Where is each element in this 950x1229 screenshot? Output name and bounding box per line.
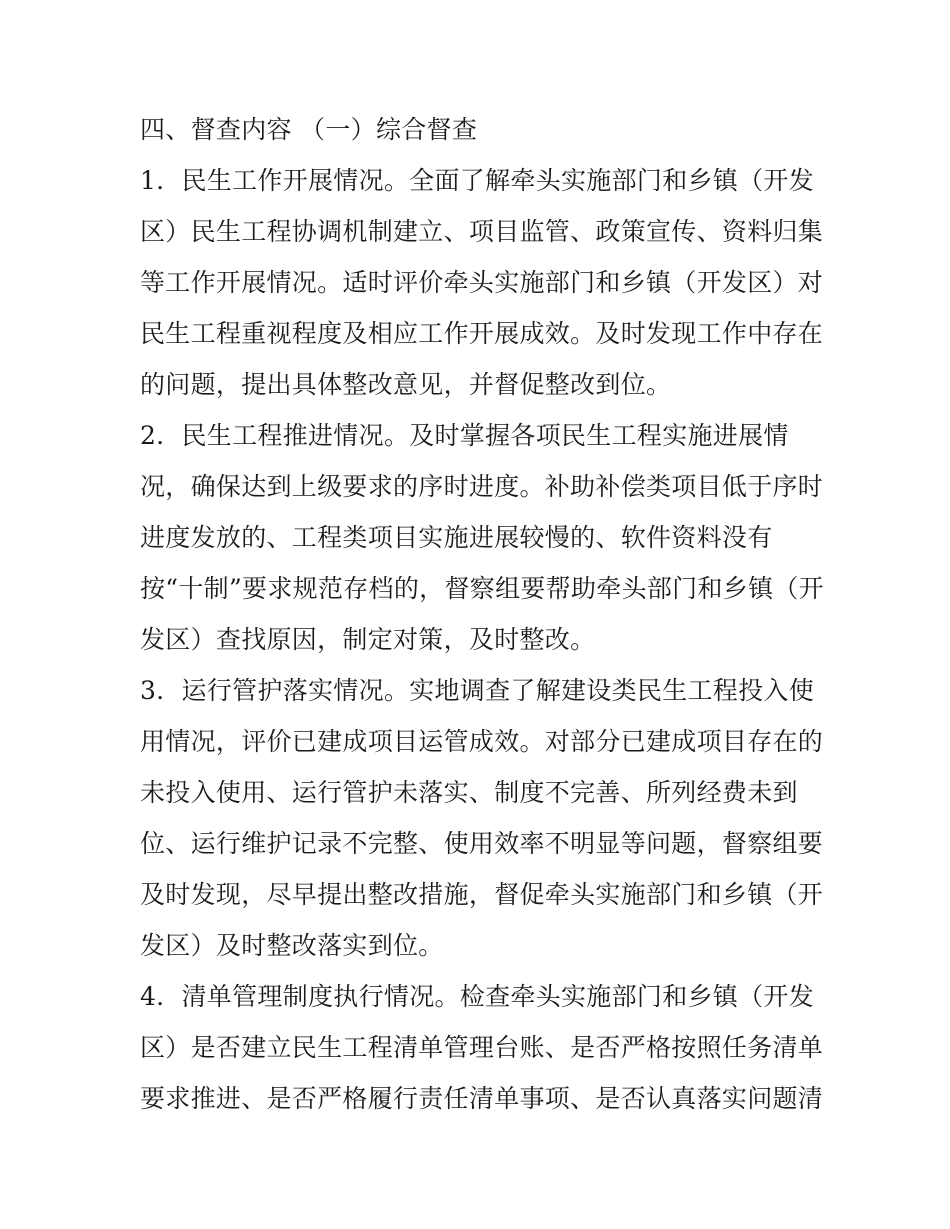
text-line: 2．民生工程推进情况。及时掌握各项民生工程实施进展情	[140, 421, 789, 450]
text-line: 区）民生工程协调机制建立、项目监管、政策宣传、资料归集	[140, 217, 824, 246]
text-line: 及时发现，尽早提出整改措施，督促牵头实施部门和乡镇（开	[140, 880, 824, 909]
text-line: 3．运行管护落实情况。实地调查了解建设类民生工程投入使	[140, 676, 815, 705]
text-line: 发区）及时整改落实到位。	[140, 931, 444, 960]
section-heading: 四、督查内容 （一）综合督查	[140, 115, 478, 144]
text-line: 发区）查找原因，制定对策，及时整改。	[140, 625, 596, 654]
text-line: 位、运行维护记录不完整、使用效率不明显等问题，督察组要	[140, 829, 824, 858]
text-line: 1．民生工作开展情况。全面了解牵头实施部门和乡镇（开发	[140, 166, 815, 195]
text-line: 进度发放的、工程类项目实施进展较慢的、软件资料没有	[140, 523, 773, 552]
text-line: 按“十制”要求规范存档的，督察组要帮助牵头部门和乡镇（开	[140, 574, 824, 603]
text-line: 民生工程重视程度及相应工作开展成效。及时发现工作中存在	[140, 319, 824, 348]
text-line: 要求推进、是否严格履行责任清单事项、是否认真落实问题清	[140, 1084, 824, 1113]
text-line: 的问题，提出具体整改意见，并督促整改到位。	[140, 370, 672, 399]
text-line: 等工作开展情况。适时评价牵头实施部门和乡镇（开发区）对	[140, 268, 824, 297]
text-line: 4．清单管理制度执行情况。检查牵头实施部门和乡镇（开发	[140, 982, 815, 1011]
text-line: 况，确保达到上级要求的序时进度。补助补偿类项目低于序时	[140, 472, 824, 501]
text-line: 用情况，评价已建成项目运管成效。对部分已建成项目存在的	[140, 727, 824, 756]
document-body	[140, 104, 824, 1124]
text-line: 区）是否建立民生工程清单管理台账、是否严格按照任务清单	[140, 1033, 824, 1062]
text-line: 未投入使用、运行管护未落实、制度不完善、所列经费未到	[140, 778, 798, 807]
